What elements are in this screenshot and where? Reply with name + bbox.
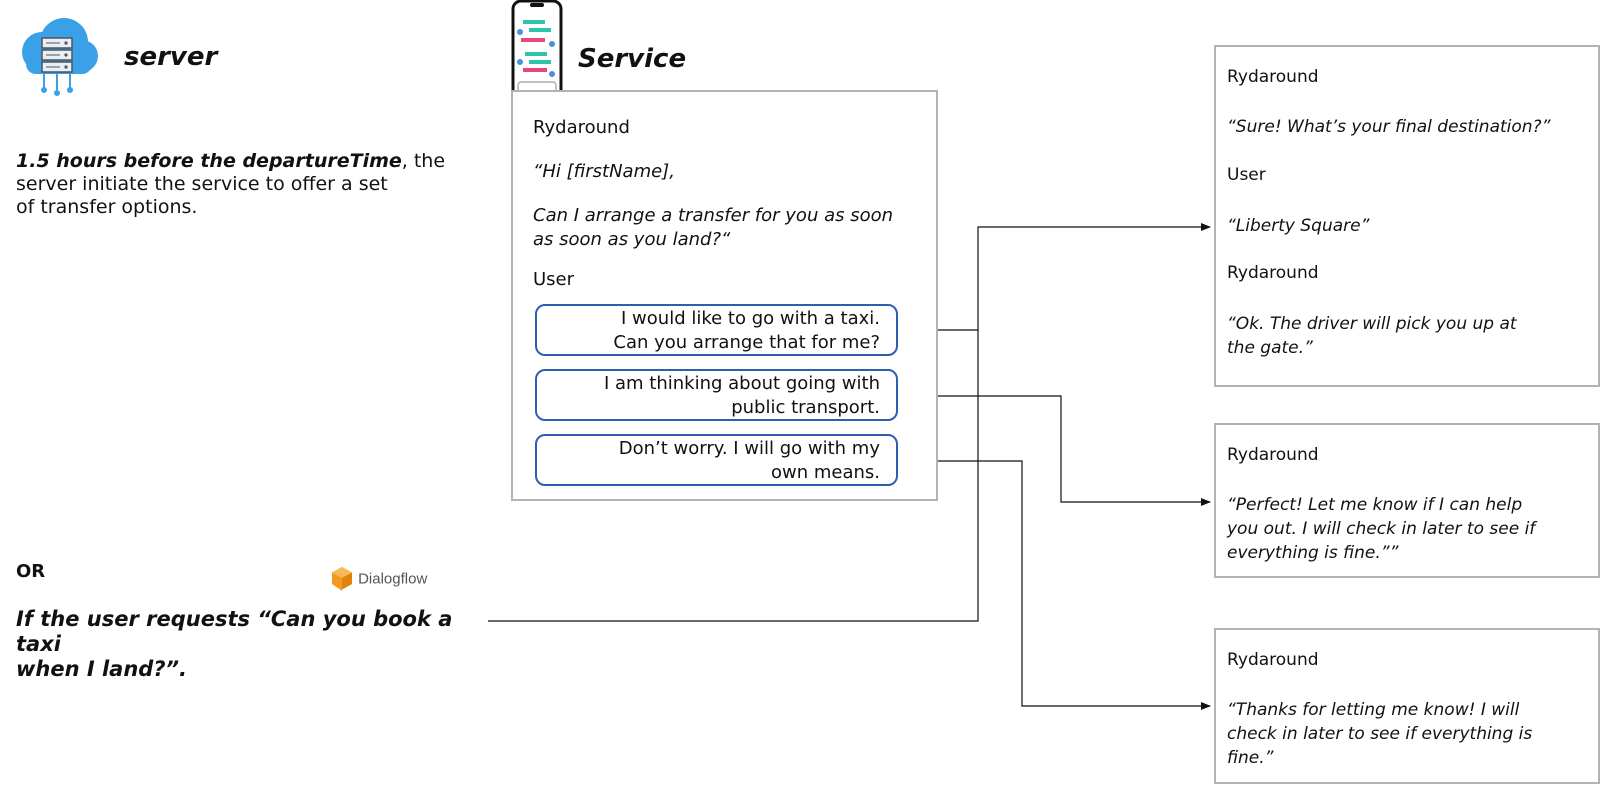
server-note	[16, 150, 476, 219]
server-title: server	[124, 42, 218, 72]
or-label: OR	[16, 561, 46, 582]
taxi-speaker-2: User	[1227, 165, 1266, 185]
option-public-transport-button[interactable]	[535, 369, 898, 421]
taxi-speaker-3: Rydaround	[1227, 263, 1319, 283]
taxi-message-2: “Liberty Square”	[1227, 216, 1370, 236]
option-taxi-button[interactable]	[535, 304, 898, 356]
own-message-1	[1227, 698, 1597, 770]
note-rest: , the	[401, 150, 446, 172]
connector-taxi	[906, 227, 1210, 330]
service-box	[511, 90, 938, 501]
public-speaker-1: Rydaround	[1227, 445, 1319, 465]
response-box-public-transport	[1214, 423, 1600, 578]
phone-chat-icon	[511, 0, 563, 104]
option-own-line-2: own means.	[770, 462, 880, 483]
response-box-taxi	[1214, 45, 1600, 387]
option-own-means-button[interactable]	[535, 434, 898, 486]
public-message-1	[1227, 493, 1597, 565]
note-line-2: server initiate the service to offer a set	[16, 173, 388, 195]
own-message-line-3: fine.”	[1227, 748, 1274, 768]
own-speaker-1: Rydaround	[1227, 650, 1319, 670]
public-message-line-1: “Perfect! Let me know if I can help	[1227, 495, 1523, 515]
taxi-message-3-line-1: “Ok. The driver will pick you up at	[1227, 314, 1517, 334]
taxi-message-3-line-2: the gate.”	[1227, 338, 1313, 358]
taxi-message-3	[1227, 312, 1587, 360]
service-question	[533, 204, 933, 252]
note-departure-time: 1.5 hours before the departureTime	[16, 150, 402, 172]
public-message-line-2: you out. I will check in later to see if	[1227, 519, 1536, 539]
cloud-server-icon	[16, 16, 100, 100]
dialogflow-label: Dialogflow	[358, 570, 428, 588]
request-line-2: when I land?”.	[16, 657, 188, 681]
option-own-line-1: Don’t worry. I will go with my	[618, 438, 880, 459]
taxi-message-1: “Sure! What’s your final destination?”	[1227, 117, 1551, 137]
request-line-1: If the user requests “Can you book a taxi	[16, 607, 453, 656]
service-title: Service	[578, 44, 687, 74]
connector-own	[906, 461, 1210, 706]
option-taxi-line-1: I would like to go with a taxi.	[621, 308, 880, 329]
connector-public	[906, 396, 1210, 502]
service-speaker-rydaround: Rydaround	[533, 117, 630, 138]
service-greeting: “Hi [firstName],	[533, 161, 675, 182]
user-request	[16, 607, 486, 682]
public-message-line-3: everything is fine.””	[1227, 543, 1399, 563]
note-line-3: of transfer options.	[16, 196, 198, 218]
response-box-own-means	[1214, 628, 1600, 784]
own-message-line-1: “Thanks for letting me know! I will	[1227, 700, 1520, 720]
dialogflow-logo-icon	[331, 566, 353, 592]
question-line-1: Can I arrange a transfer for you as soon	[533, 205, 894, 226]
taxi-speaker-1: Rydaround	[1227, 67, 1319, 87]
dialogflow-logo	[331, 566, 427, 592]
service-speaker-user: User	[533, 269, 575, 290]
option-public-line-2: public transport.	[731, 397, 880, 418]
own-message-line-2: check in later to see if everything is	[1227, 724, 1533, 744]
question-line-2: as soon as you land?“	[533, 229, 731, 250]
option-taxi-line-2: Can you arrange that for me?	[613, 332, 880, 353]
option-public-line-1: I am thinking about going with	[603, 373, 880, 394]
